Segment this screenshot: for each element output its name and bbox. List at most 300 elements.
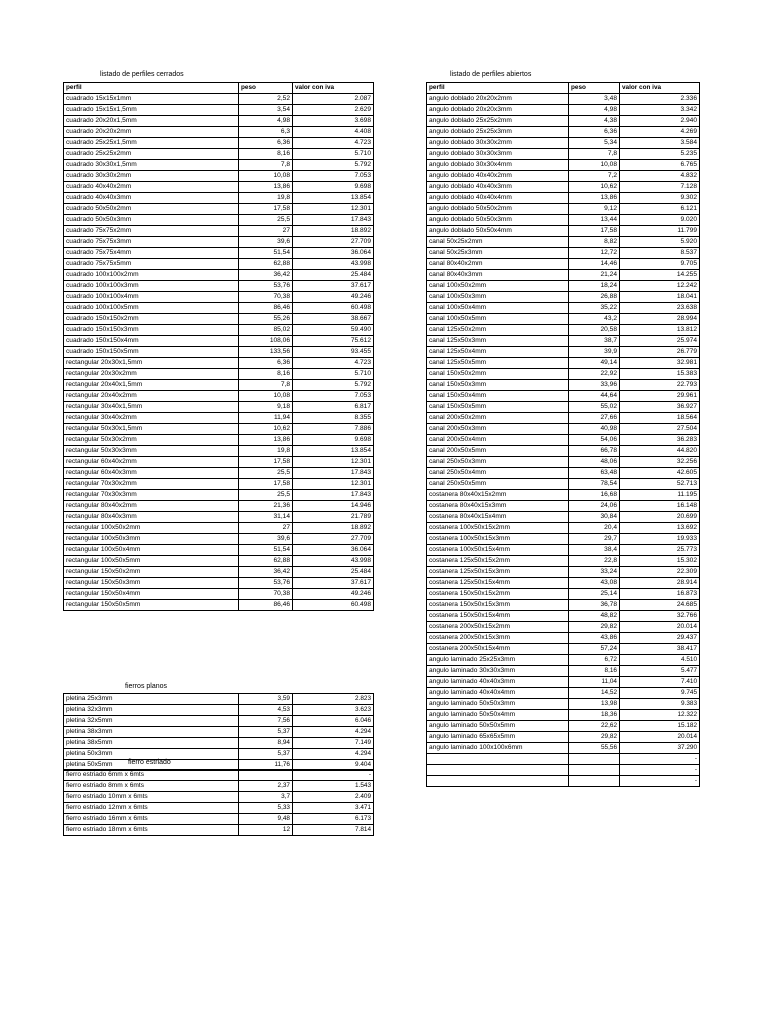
header-valor: valor con iva xyxy=(293,83,374,94)
cell-perfil: costanera 150x50x15x2mm xyxy=(427,589,569,600)
table-row xyxy=(64,738,374,749)
table-row xyxy=(427,776,700,787)
cell-perfil: angulo laminado 50x50x3mm xyxy=(427,699,569,710)
cell-perfil: canal 200x50x5mm xyxy=(427,446,569,457)
cell-peso: 10,08 xyxy=(569,160,620,171)
cell-peso: 85,02 xyxy=(239,325,293,336)
cell-valor: 49.246 xyxy=(293,292,374,303)
cell-valor: 38.417 xyxy=(620,644,700,655)
cell-valor: 2.409 xyxy=(293,792,374,803)
cell-perfil: cuadrado 25x25x1,5mm xyxy=(64,138,239,149)
cell-perfil: rectangular 80x40x3mm xyxy=(64,512,239,523)
table-row xyxy=(64,479,374,490)
cell-perfil: canal 80x40x2mm xyxy=(427,259,569,270)
cell-perfil: canal 250x50x4mm xyxy=(427,468,569,479)
table-row xyxy=(427,193,700,204)
cell-peso: 55,56 xyxy=(569,743,620,754)
table-row xyxy=(427,248,700,259)
cell-valor: 7.886 xyxy=(293,424,374,435)
cell-valor: 8.537 xyxy=(620,248,700,259)
cell-perfil: cuadrado 100x100x2mm xyxy=(64,270,239,281)
cell-valor: 13.854 xyxy=(293,446,374,457)
table-row xyxy=(64,556,374,567)
table-row xyxy=(427,578,700,589)
table-row xyxy=(64,281,374,292)
cell-peso: 4,98 xyxy=(239,116,293,127)
table-row xyxy=(64,803,374,814)
cell-peso: 55,02 xyxy=(569,402,620,413)
cell-valor: 5.792 xyxy=(293,380,374,391)
cell-valor: 75.612 xyxy=(293,336,374,347)
cell-peso: 7,2 xyxy=(569,171,620,182)
cell-valor: 25.484 xyxy=(293,567,374,578)
cell-valor: 20.014 xyxy=(620,732,700,743)
cell-valor: 3.342 xyxy=(620,105,700,116)
cell-perfil: angulo doblado 25x25x3mm xyxy=(427,127,569,138)
cell-perfil: rectangular 150x50x3mm xyxy=(64,578,239,589)
table-row xyxy=(64,457,374,468)
cell-valor: 5.710 xyxy=(293,149,374,160)
cell-valor: 15.383 xyxy=(620,369,700,380)
cell-perfil: cuadrado 100x100x5mm xyxy=(64,303,239,314)
table-row xyxy=(64,413,374,424)
cell-peso: 44,64 xyxy=(569,391,620,402)
cell-valor: 44.820 xyxy=(620,446,700,457)
cell-valor: 5.792 xyxy=(293,160,374,171)
cell-peso: 29,82 xyxy=(569,622,620,633)
cell-perfil: pletina 50x5mm xyxy=(64,760,239,771)
cell-perfil: cuadrado 20x20x1,5mm xyxy=(64,116,239,127)
table-row xyxy=(427,699,700,710)
cell-perfil: pletina 38x3mm xyxy=(64,727,239,738)
cell-peso: 27,66 xyxy=(569,413,620,424)
table-row xyxy=(64,270,374,281)
table-row xyxy=(427,369,700,380)
cell-valor: 6.046 xyxy=(293,716,374,727)
table-row xyxy=(64,105,374,116)
cell-valor: 3.623 xyxy=(293,705,374,716)
cell-perfil: canal 100x50x2mm xyxy=(427,281,569,292)
cell-valor: 37.290 xyxy=(620,743,700,754)
cell-perfil: cuadrado 50x50x3mm xyxy=(64,215,239,226)
table-row xyxy=(427,138,700,149)
cell-valor: 36.064 xyxy=(293,248,374,259)
cell-valor: - xyxy=(620,754,700,765)
cell-peso: 6,36 xyxy=(239,138,293,149)
cell-peso: 133,56 xyxy=(239,347,293,358)
cell-peso: 108,06 xyxy=(239,336,293,347)
cell-peso: 40,98 xyxy=(569,424,620,435)
cell-valor: 43.998 xyxy=(293,259,374,270)
cell-peso: 25,5 xyxy=(239,468,293,479)
cell-peso: 86,46 xyxy=(239,303,293,314)
cell-perfil: costanera 125x50x15x4mm xyxy=(427,578,569,589)
table-row xyxy=(64,468,374,479)
cell-valor: 60.498 xyxy=(293,600,374,611)
cell-peso: 27 xyxy=(239,523,293,534)
cell-valor: 25.484 xyxy=(293,270,374,281)
cell-peso: 7,8 xyxy=(239,160,293,171)
cell-peso: 5,34 xyxy=(569,138,620,149)
cell-valor: 6.121 xyxy=(620,204,700,215)
cell-perfil: angulo doblado 20x20x3mm xyxy=(427,105,569,116)
cell-peso: 25,5 xyxy=(239,490,293,501)
table-row xyxy=(427,743,700,754)
cell-perfil: canal 250x50x5mm xyxy=(427,479,569,490)
cell-valor: 52.713 xyxy=(620,479,700,490)
cell-peso: 11,04 xyxy=(569,677,620,688)
cell-perfil: rectangular 60x40x2mm xyxy=(64,457,239,468)
cell-perfil: angulo doblado 50x50x3mm xyxy=(427,215,569,226)
table-row xyxy=(64,138,374,149)
cell-valor: 14.946 xyxy=(293,501,374,512)
cell-perfil: costanera 100x50x15x2mm xyxy=(427,523,569,534)
cell-valor: 16.148 xyxy=(620,501,700,512)
cell-valor: 7.053 xyxy=(293,171,374,182)
cell-valor: 93.455 xyxy=(293,347,374,358)
cell-valor: 17.843 xyxy=(293,468,374,479)
cell-peso: 43,08 xyxy=(569,578,620,589)
cell-perfil: canal 50x25x2mm xyxy=(427,237,569,248)
cell-peso: 4,38 xyxy=(569,116,620,127)
cell-peso: 8,82 xyxy=(569,237,620,248)
cell-peso: 51,54 xyxy=(239,248,293,259)
table-row xyxy=(427,479,700,490)
cell-perfil: angulo doblado 40x40x4mm xyxy=(427,193,569,204)
cell-peso: 62,88 xyxy=(239,259,293,270)
table-row xyxy=(64,523,374,534)
cell-valor: 38.667 xyxy=(293,314,374,325)
cell-perfil: canal 125x50x2mm xyxy=(427,325,569,336)
cell-perfil: rectangular 20x30x1,5mm xyxy=(64,358,239,369)
cell-valor: 7.149 xyxy=(293,738,374,749)
cell-valor: 16.873 xyxy=(620,589,700,600)
header-peso: peso xyxy=(239,83,293,94)
cell-valor: 4.294 xyxy=(293,749,374,760)
table-row xyxy=(427,534,700,545)
cell-perfil: angulo laminado 30x30x3mm xyxy=(427,666,569,677)
table-row xyxy=(427,567,700,578)
cell-peso: 43,86 xyxy=(569,633,620,644)
table-row xyxy=(64,600,374,611)
table-row xyxy=(427,314,700,325)
table-row xyxy=(427,424,700,435)
cell-perfil: rectangular 50x30x2mm xyxy=(64,435,239,446)
cell-valor: 4.269 xyxy=(620,127,700,138)
cell-valor: 29.961 xyxy=(620,391,700,402)
table-row xyxy=(427,347,700,358)
table-row xyxy=(427,182,700,193)
table-row xyxy=(427,490,700,501)
cell-perfil: angulo doblado 40x40x3mm xyxy=(427,182,569,193)
cell-valor: 32.766 xyxy=(620,611,700,622)
cell-perfil: angulo laminado 65x65x5mm xyxy=(427,732,569,743)
cell-peso: 13,44 xyxy=(569,215,620,226)
cell-perfil: rectangular 100x50x2mm xyxy=(64,523,239,534)
cell-valor: 19.933 xyxy=(620,534,700,545)
cell-peso: 48,06 xyxy=(569,457,620,468)
table-row xyxy=(427,204,700,215)
table-row xyxy=(427,611,700,622)
cell-valor: 9.705 xyxy=(620,259,700,270)
table-row xyxy=(64,358,374,369)
table-row xyxy=(427,468,700,479)
table-row xyxy=(427,358,700,369)
cell-valor: 9.383 xyxy=(620,699,700,710)
table-row xyxy=(427,754,700,765)
cell-valor: 26.779 xyxy=(620,347,700,358)
cell-peso: 53,76 xyxy=(239,578,293,589)
cell-valor: 18.564 xyxy=(620,413,700,424)
cell-peso: 36,42 xyxy=(239,567,293,578)
cell-perfil: angulo doblado 30x30x3mm xyxy=(427,149,569,160)
cell-peso: 5,37 xyxy=(239,727,293,738)
cell-peso: 62,88 xyxy=(239,556,293,567)
table-row xyxy=(427,116,700,127)
header-perfil: perfil xyxy=(64,83,239,94)
cell-perfil: cuadrado 75x75x3mm xyxy=(64,237,239,248)
cell-peso: 43,2 xyxy=(569,314,620,325)
cell-valor: 17.843 xyxy=(293,215,374,226)
table-row xyxy=(64,215,374,226)
cell-peso: 9,12 xyxy=(569,204,620,215)
cell-peso: 20,4 xyxy=(569,523,620,534)
cell-valor: 6.817 xyxy=(293,402,374,413)
table-row xyxy=(427,402,700,413)
cell-valor: 9.698 xyxy=(293,435,374,446)
cell-perfil: fierro estriado 18mm x 6mts xyxy=(64,825,239,836)
table-row xyxy=(427,94,700,105)
cell-perfil: pletina 38x5mm xyxy=(64,738,239,749)
cell-valor: 8.355 xyxy=(293,413,374,424)
cell-valor: 12.301 xyxy=(293,204,374,215)
cell-perfil: pletina 50x3mm xyxy=(64,749,239,760)
cell-valor: 15.182 xyxy=(620,721,700,732)
table-row xyxy=(64,94,374,105)
cell-peso: 3,59 xyxy=(239,694,293,705)
cell-perfil: fierro estriado 6mm x 6mts xyxy=(64,770,239,781)
cell-perfil: rectangular 20x40x2mm xyxy=(64,391,239,402)
cell-perfil: costanera 200x50x15x2mm xyxy=(427,622,569,633)
cell-peso: 3,48 xyxy=(569,94,620,105)
table-row xyxy=(64,512,374,523)
cell-valor: 3.584 xyxy=(620,138,700,149)
table-row xyxy=(64,193,374,204)
cell-perfil: canal 100x50x5mm xyxy=(427,314,569,325)
cell-peso: 16,68 xyxy=(569,490,620,501)
cell-peso: 5,37 xyxy=(239,749,293,760)
cell-valor: 11.195 xyxy=(620,490,700,501)
cell-perfil: angulo laminado 50x50x5mm xyxy=(427,721,569,732)
cell-perfil: cuadrado 20x20x2mm xyxy=(64,127,239,138)
cell-peso: 5,33 xyxy=(239,803,293,814)
table-row xyxy=(427,325,700,336)
cell-valor: 21.789 xyxy=(293,512,374,523)
cell-perfil: rectangular 150x50x5mm xyxy=(64,600,239,611)
cell-perfil: cuadrado 150x150x2mm xyxy=(64,314,239,325)
table-row xyxy=(427,765,700,776)
table-row xyxy=(64,391,374,402)
cell-peso: 12 xyxy=(239,825,293,836)
cell-peso: 14,46 xyxy=(569,259,620,270)
table-row xyxy=(64,248,374,259)
table-row xyxy=(427,149,700,160)
cell-perfil: cuadrado 150x150x3mm xyxy=(64,325,239,336)
cell-perfil: angulo doblado 30x30x4mm xyxy=(427,160,569,171)
cell-peso: 10,62 xyxy=(569,182,620,193)
cell-perfil: rectangular 100x50x5mm xyxy=(64,556,239,567)
header-peso: peso xyxy=(569,83,620,94)
cell-perfil: canal 50x25x3mm xyxy=(427,248,569,259)
cell-peso: 8,16 xyxy=(239,369,293,380)
cell-peso: 6,3 xyxy=(239,127,293,138)
cell-valor: 4.294 xyxy=(293,727,374,738)
table-row xyxy=(64,589,374,600)
cell-peso: 3,7 xyxy=(239,792,293,803)
cell-perfil: pletina 25x3mm xyxy=(64,694,239,705)
cell-perfil: canal 100x50x3mm xyxy=(427,292,569,303)
cell-perfil: pletina 32x3mm xyxy=(64,705,239,716)
header-perfil: perfil xyxy=(427,83,569,94)
cell-peso: 26,88 xyxy=(569,292,620,303)
cell-valor: 23.638 xyxy=(620,303,700,314)
cell-peso: 9,18 xyxy=(239,402,293,413)
cell-perfil: canal 100x50x4mm xyxy=(427,303,569,314)
table-row xyxy=(64,694,374,705)
cell-valor: 13.812 xyxy=(620,325,700,336)
cell-perfil: rectangular 30x40x2mm xyxy=(64,413,239,424)
cell-peso: 2,52 xyxy=(239,94,293,105)
title-fierro-estriado: fierro estriado xyxy=(128,759,171,766)
cell-perfil: canal 200x50x4mm xyxy=(427,435,569,446)
cell-perfil: angulo laminado 100x100x6mm xyxy=(427,743,569,754)
cell-valor: 7.814 xyxy=(293,825,374,836)
cell-peso: 49,14 xyxy=(569,358,620,369)
cell-valor: 9.698 xyxy=(293,182,374,193)
cell-valor: 27.709 xyxy=(293,237,374,248)
cell-peso: 63,48 xyxy=(569,468,620,479)
cell-peso xyxy=(239,770,293,781)
cell-perfil: rectangular 70x30x2mm xyxy=(64,479,239,490)
cell-valor: 37.617 xyxy=(293,281,374,292)
cell-valor: 28.994 xyxy=(620,314,700,325)
cell-peso: 35,22 xyxy=(569,303,620,314)
table-row xyxy=(427,127,700,138)
cell-peso: 21,24 xyxy=(569,270,620,281)
table-row xyxy=(427,501,700,512)
cell-valor: 5.235 xyxy=(620,149,700,160)
table-fierros-planos xyxy=(63,693,374,771)
cell-perfil: cuadrado 75x75x4mm xyxy=(64,248,239,259)
cell-valor: 17.843 xyxy=(293,490,374,501)
table-row xyxy=(64,716,374,727)
table-row xyxy=(427,281,700,292)
table-row xyxy=(64,259,374,270)
table-row xyxy=(427,644,700,655)
table-row xyxy=(427,721,700,732)
cell-peso: 13,98 xyxy=(569,699,620,710)
cell-peso: 8,94 xyxy=(239,738,293,749)
cell-valor: 5.710 xyxy=(293,369,374,380)
cell-valor: 4.408 xyxy=(293,127,374,138)
cell-perfil: rectangular 100x50x3mm xyxy=(64,534,239,545)
cell-perfil: canal 150x50x5mm xyxy=(427,402,569,413)
table-row xyxy=(427,666,700,677)
table-row xyxy=(64,292,374,303)
cell-valor: 7.053 xyxy=(293,391,374,402)
cell-perfil: canal 125x50x5mm xyxy=(427,358,569,369)
cell-perfil: cuadrado 75x75x2mm xyxy=(64,226,239,237)
cell-peso: 10,62 xyxy=(239,424,293,435)
cell-valor: 6.173 xyxy=(293,814,374,825)
table-perfiles-abiertos xyxy=(426,82,700,787)
cell-valor: 37.617 xyxy=(293,578,374,589)
table-row xyxy=(64,770,374,781)
cell-valor: 12.242 xyxy=(620,281,700,292)
cell-peso: 25,14 xyxy=(569,589,620,600)
cell-valor: 4.832 xyxy=(620,171,700,182)
cell-perfil: cuadrado 75x75x5mm xyxy=(64,259,239,270)
cell-valor: 12.322 xyxy=(620,710,700,721)
table-row xyxy=(427,622,700,633)
cell-perfil: angulo doblado 30x30x2mm xyxy=(427,138,569,149)
cell-perfil: canal 80x40x3mm xyxy=(427,270,569,281)
cell-perfil xyxy=(427,765,569,776)
cell-peso: 18,24 xyxy=(569,281,620,292)
cell-perfil: angulo doblado 50x50x4mm xyxy=(427,226,569,237)
cell-perfil: cuadrado 40x40x3mm xyxy=(64,193,239,204)
cell-valor: 18.892 xyxy=(293,226,374,237)
table-row xyxy=(64,435,374,446)
cell-valor: 2.940 xyxy=(620,116,700,127)
cell-peso: 4,98 xyxy=(569,105,620,116)
table-row xyxy=(427,292,700,303)
cell-peso: 57,24 xyxy=(569,644,620,655)
cell-perfil: canal 200x50x3mm xyxy=(427,424,569,435)
cell-valor: 9.020 xyxy=(620,215,700,226)
cell-valor: 36.283 xyxy=(620,435,700,446)
table-row xyxy=(64,578,374,589)
cell-valor: 36.927 xyxy=(620,402,700,413)
cell-perfil: costanera 125x50x15x2mm xyxy=(427,556,569,567)
cell-valor: 2.823 xyxy=(293,694,374,705)
table-row xyxy=(427,600,700,611)
cell-peso: 19,8 xyxy=(239,193,293,204)
table-row xyxy=(427,215,700,226)
cell-perfil: angulo laminado 40x40x4mm xyxy=(427,688,569,699)
cell-valor: 3.698 xyxy=(293,116,374,127)
cell-peso: 78,54 xyxy=(569,479,620,490)
table-row xyxy=(427,435,700,446)
cell-valor: 32.981 xyxy=(620,358,700,369)
cell-perfil: rectangular 60x40x3mm xyxy=(64,468,239,479)
table-row xyxy=(427,303,700,314)
cell-peso: 7,8 xyxy=(569,149,620,160)
cell-perfil: costanera 200x50x15x3mm xyxy=(427,633,569,644)
table-row xyxy=(427,512,700,523)
cell-peso: 14,52 xyxy=(569,688,620,699)
cell-peso: 8,16 xyxy=(569,666,620,677)
cell-valor: 36.064 xyxy=(293,545,374,556)
table-row xyxy=(64,303,374,314)
cell-peso: 6,36 xyxy=(569,127,620,138)
cell-valor: 49.246 xyxy=(293,589,374,600)
cell-perfil: cuadrado 150x150x5mm xyxy=(64,347,239,358)
cell-perfil: cuadrado 150x150x4mm xyxy=(64,336,239,347)
cell-peso: 18,36 xyxy=(569,710,620,721)
cell-perfil: costanera 80x40x15x3mm xyxy=(427,501,569,512)
cell-peso: 7,56 xyxy=(239,716,293,727)
